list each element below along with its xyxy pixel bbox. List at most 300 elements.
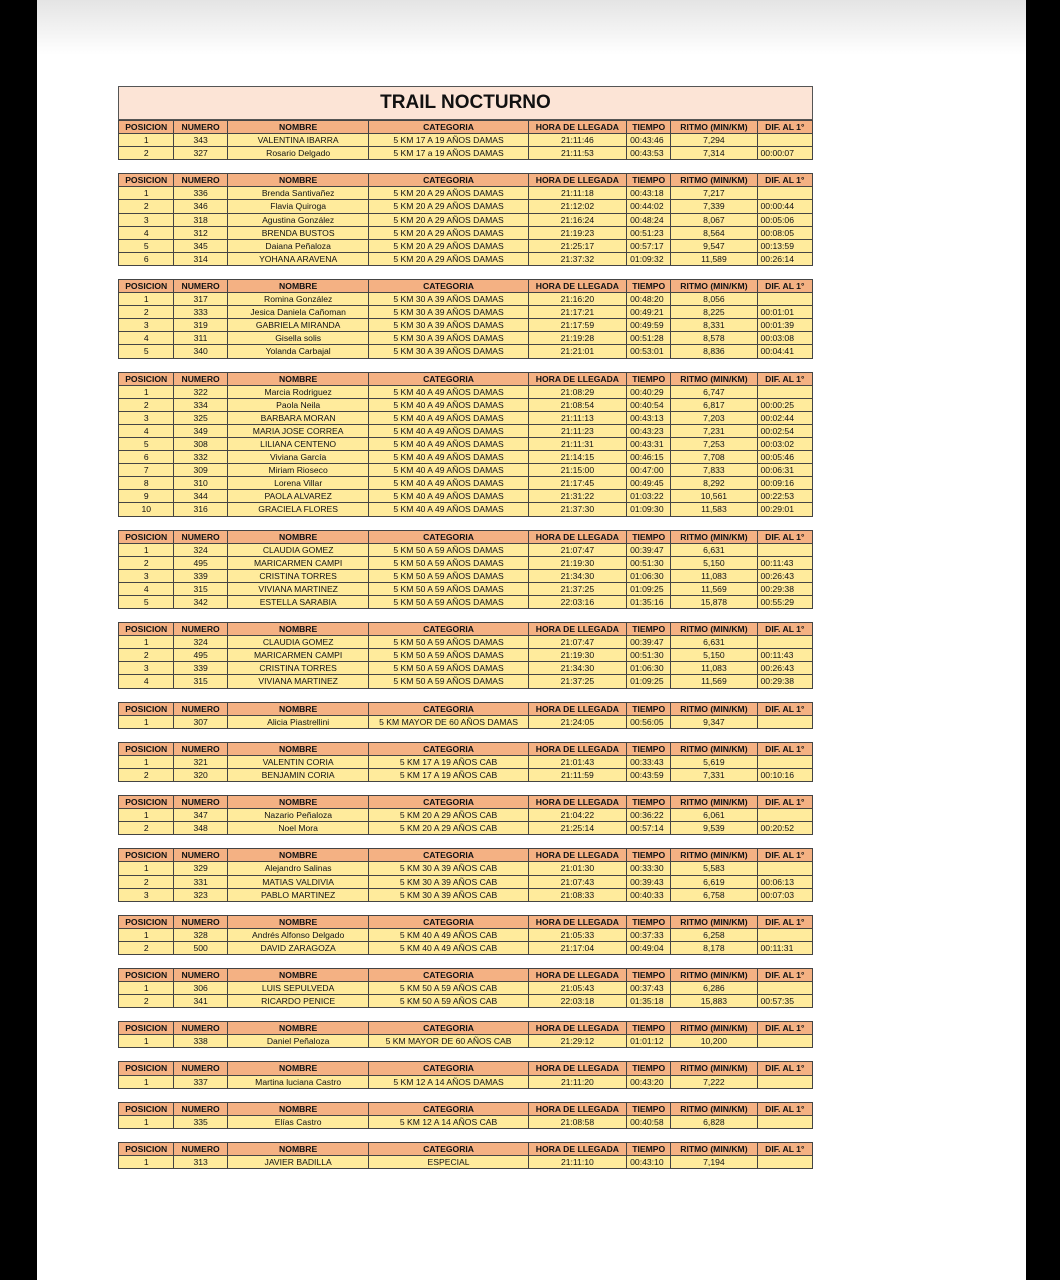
cell-diff: 00:02:44	[757, 411, 812, 424]
header-number: NUMERO	[174, 1102, 227, 1115]
header-diff: DIF. AL 1°	[757, 174, 812, 187]
table-row	[119, 875, 813, 888]
cell-pace: 8,056	[671, 293, 757, 306]
group-spacer	[118, 359, 813, 372]
cell-diff: 00:11:31	[757, 941, 812, 954]
cell-name: CLAUDIA GOMEZ	[227, 543, 369, 556]
cell-time: 00:43:31	[627, 437, 671, 450]
header-time: TIEMPO	[627, 1142, 671, 1155]
cell-category: 5 KM 40 A 49 AÑOS DAMAS	[369, 411, 528, 424]
category-results-table	[118, 1061, 813, 1088]
group-spacer	[118, 609, 813, 622]
cell-number: 347	[174, 809, 227, 822]
cell-category: 5 KM MAYOR DE 60 AÑOS DAMAS	[369, 715, 528, 728]
cell-pace: 7,222	[671, 1075, 757, 1088]
cell-number: 348	[174, 822, 227, 835]
cell-pace: 7,194	[671, 1155, 757, 1168]
cell-category: 5 KM 20 A 29 AÑOS DAMAS	[369, 213, 528, 226]
cell-diff: 00:00:44	[757, 200, 812, 213]
cell-diff: 00:01:01	[757, 306, 812, 319]
header-name: NOMBRE	[227, 702, 369, 715]
sheet-title	[118, 86, 813, 120]
header-category: CATEGORIA	[369, 623, 528, 636]
header-pace: RITMO (MIN/KM)	[671, 1102, 757, 1115]
table-row	[119, 995, 813, 1008]
cell-position: 1	[119, 543, 174, 556]
cell-number: 341	[174, 995, 227, 1008]
header-name: NOMBRE	[227, 1062, 369, 1075]
cell-diff: 00:08:05	[757, 226, 812, 239]
header-position: POSICION	[119, 279, 174, 292]
table-row	[119, 239, 813, 252]
cell-pace: 7,339	[671, 200, 757, 213]
cell-arrival: 21:17:59	[528, 319, 627, 332]
cell-number: 315	[174, 675, 227, 688]
cell-pace: 9,547	[671, 239, 757, 252]
cell-name: BRENDA BUSTOS	[227, 226, 369, 239]
cell-arrival: 21:08:33	[528, 888, 627, 901]
header-arrival: HORA DE LLEGADA	[528, 121, 627, 134]
table-row	[119, 134, 813, 147]
cell-name: Marcia Rodriguez	[227, 385, 369, 398]
cell-position: 2	[119, 306, 174, 319]
cell-diff	[757, 1115, 812, 1128]
cell-category: 5 KM 40 A 49 AÑOS CAB	[369, 941, 528, 954]
table-header-row	[119, 372, 813, 385]
cell-category: 5 KM 40 A 49 AÑOS DAMAS	[369, 503, 528, 516]
header-time: TIEMPO	[627, 915, 671, 928]
table-row	[119, 490, 813, 503]
cell-number: 311	[174, 332, 227, 345]
header-arrival: HORA DE LLEGADA	[528, 530, 627, 543]
cell-pace: 8,564	[671, 226, 757, 239]
cell-diff: 00:09:16	[757, 477, 812, 490]
header-arrival: HORA DE LLEGADA	[528, 1022, 627, 1035]
cell-diff: 00:02:54	[757, 424, 812, 437]
cell-arrival: 21:11:23	[528, 424, 627, 437]
cell-number: 332	[174, 451, 227, 464]
header-pace: RITMO (MIN/KM)	[671, 796, 757, 809]
cell-name: Elías Castro	[227, 1115, 369, 1128]
cell-arrival: 21:01:30	[528, 862, 627, 875]
cell-category: 5 KM 50 A 59 AÑOS DAMAS	[369, 582, 528, 595]
cell-name: VIVIANA MARTINEZ	[227, 675, 369, 688]
header-name: NOMBRE	[227, 742, 369, 755]
cell-pace: 11,083	[671, 662, 757, 675]
cell-arrival: 21:24:05	[528, 715, 627, 728]
header-category: CATEGORIA	[369, 1102, 528, 1115]
header-number: NUMERO	[174, 702, 227, 715]
cell-diff: 00:20:52	[757, 822, 812, 835]
header-time: TIEMPO	[627, 742, 671, 755]
table-row	[119, 213, 813, 226]
cell-time: 00:56:05	[627, 715, 671, 728]
header-position: POSICION	[119, 968, 174, 981]
cell-arrival: 21:37:25	[528, 582, 627, 595]
cell-category: 5 KM 30 A 39 AÑOS CAB	[369, 875, 528, 888]
cell-arrival: 21:34:30	[528, 662, 627, 675]
table-row	[119, 1035, 813, 1048]
cell-number: 321	[174, 755, 227, 768]
cell-pace: 9,347	[671, 715, 757, 728]
cell-name: ESTELLA SARABIA	[227, 596, 369, 609]
header-name: NOMBRE	[227, 279, 369, 292]
cell-name: MARICARMEN CAMPI	[227, 649, 369, 662]
group-spacer	[118, 902, 813, 915]
header-name: NOMBRE	[227, 796, 369, 809]
cell-diff: 00:29:01	[757, 503, 812, 516]
cell-diff: 00:00:25	[757, 398, 812, 411]
cell-pace: 7,294	[671, 134, 757, 147]
table-row	[119, 345, 813, 358]
header-name: NOMBRE	[227, 121, 369, 134]
table-row	[119, 582, 813, 595]
header-pace: RITMO (MIN/KM)	[671, 742, 757, 755]
table-row	[119, 411, 813, 424]
header-category: CATEGORIA	[369, 915, 528, 928]
header-number: NUMERO	[174, 174, 227, 187]
cell-number: 349	[174, 424, 227, 437]
cell-name: Noel Mora	[227, 822, 369, 835]
group-spacer	[118, 266, 813, 279]
cell-name: GABRIELA MIRANDA	[227, 319, 369, 332]
category-results-table	[118, 622, 813, 688]
cell-position: 1	[119, 187, 174, 200]
cell-position: 1	[119, 1035, 174, 1048]
table-row	[119, 252, 813, 265]
header-time: TIEMPO	[627, 279, 671, 292]
cell-arrival: 21:11:46	[528, 134, 627, 147]
header-diff: DIF. AL 1°	[757, 968, 812, 981]
cell-name: PAOLA ALVAREZ	[227, 490, 369, 503]
cell-arrival: 21:08:58	[528, 1115, 627, 1128]
cell-pace: 6,828	[671, 1115, 757, 1128]
cell-number: 327	[174, 147, 227, 160]
cell-pace: 6,747	[671, 385, 757, 398]
header-time: TIEMPO	[627, 702, 671, 715]
cell-pace: 7,217	[671, 187, 757, 200]
cell-pace: 5,150	[671, 649, 757, 662]
cell-pace: 11,569	[671, 675, 757, 688]
cell-number: 324	[174, 543, 227, 556]
cell-number: 334	[174, 398, 227, 411]
cell-arrival: 21:11:18	[528, 187, 627, 200]
cell-diff: 00:22:53	[757, 490, 812, 503]
table-row	[119, 319, 813, 332]
cell-category: 5 KM 40 A 49 AÑOS DAMAS	[369, 437, 528, 450]
cell-time: 00:39:47	[627, 543, 671, 556]
table-row	[119, 675, 813, 688]
table-row	[119, 147, 813, 160]
cell-number: 306	[174, 982, 227, 995]
cell-category: 5 KM 12 A 14 AÑOS CAB	[369, 1115, 528, 1128]
cell-time: 00:40:33	[627, 888, 671, 901]
header-position: POSICION	[119, 372, 174, 385]
table-row	[119, 385, 813, 398]
cell-position: 3	[119, 319, 174, 332]
table-header-row	[119, 623, 813, 636]
cell-time: 00:43:59	[627, 768, 671, 781]
table-row	[119, 715, 813, 728]
header-category: CATEGORIA	[369, 1142, 528, 1155]
header-arrival: HORA DE LLEGADA	[528, 174, 627, 187]
cell-arrival: 21:14:15	[528, 451, 627, 464]
table-row	[119, 477, 813, 490]
cell-name: Agustina González	[227, 213, 369, 226]
header-time: TIEMPO	[627, 968, 671, 981]
table-row	[119, 1115, 813, 1128]
cell-number: 339	[174, 662, 227, 675]
cell-position: 2	[119, 768, 174, 781]
table-row	[119, 437, 813, 450]
cell-time: 00:43:20	[627, 1075, 671, 1088]
header-name: NOMBRE	[227, 530, 369, 543]
cell-arrival: 21:08:54	[528, 398, 627, 411]
cell-name: VALENTIN CORIA	[227, 755, 369, 768]
header-pace: RITMO (MIN/KM)	[671, 530, 757, 543]
cell-position: 8	[119, 477, 174, 490]
cell-number: 495	[174, 556, 227, 569]
table-row	[119, 424, 813, 437]
cell-name: Martina luciana Castro	[227, 1075, 369, 1088]
header-diff: DIF. AL 1°	[757, 742, 812, 755]
cell-time: 00:43:13	[627, 411, 671, 424]
cell-pace: 8,067	[671, 213, 757, 226]
table-row	[119, 293, 813, 306]
table-header-row	[119, 1142, 813, 1155]
header-number: NUMERO	[174, 530, 227, 543]
cell-diff: 00:10:16	[757, 768, 812, 781]
cell-name: RICARDO PENICE	[227, 995, 369, 1008]
category-results-table	[118, 795, 813, 835]
cell-position: 1	[119, 715, 174, 728]
cell-position: 1	[119, 862, 174, 875]
header-position: POSICION	[119, 796, 174, 809]
header-pace: RITMO (MIN/KM)	[671, 279, 757, 292]
cell-position: 1	[119, 755, 174, 768]
cell-pace: 7,833	[671, 464, 757, 477]
page-shadow	[37, 0, 1026, 55]
header-diff: DIF. AL 1°	[757, 915, 812, 928]
header-arrival: HORA DE LLEGADA	[528, 623, 627, 636]
cell-arrival: 21:17:21	[528, 306, 627, 319]
cell-position: 4	[119, 332, 174, 345]
cell-pace: 7,331	[671, 768, 757, 781]
cell-diff	[757, 1075, 812, 1088]
table-row	[119, 200, 813, 213]
cell-name: MATIAS VALDIVIA	[227, 875, 369, 888]
cell-position: 1	[119, 1115, 174, 1128]
cell-arrival: 22:03:16	[528, 596, 627, 609]
table-header-row	[119, 849, 813, 862]
table-header-row	[119, 530, 813, 543]
cell-number: 308	[174, 437, 227, 450]
header-arrival: HORA DE LLEGADA	[528, 849, 627, 862]
cell-arrival: 21:11:10	[528, 1155, 627, 1168]
header-pace: RITMO (MIN/KM)	[671, 1062, 757, 1075]
table-row	[119, 306, 813, 319]
cell-pace: 8,178	[671, 941, 757, 954]
cell-number: 500	[174, 941, 227, 954]
cell-arrival: 21:15:00	[528, 464, 627, 477]
group-spacer	[118, 517, 813, 530]
cell-diff: 00:11:43	[757, 649, 812, 662]
cell-time: 01:06:30	[627, 569, 671, 582]
cell-number: 333	[174, 306, 227, 319]
header-time: TIEMPO	[627, 849, 671, 862]
cell-pace: 6,061	[671, 809, 757, 822]
cell-arrival: 21:05:43	[528, 982, 627, 995]
cell-arrival: 21:16:24	[528, 213, 627, 226]
category-results-table	[118, 279, 813, 359]
cell-diff: 00:26:14	[757, 252, 812, 265]
header-category: CATEGORIA	[369, 742, 528, 755]
header-category: CATEGORIA	[369, 702, 528, 715]
header-diff: DIF. AL 1°	[757, 1022, 812, 1035]
group-spacer	[118, 1089, 813, 1102]
header-position: POSICION	[119, 742, 174, 755]
table-row	[119, 569, 813, 582]
header-category: CATEGORIA	[369, 1062, 528, 1075]
cell-time: 00:48:24	[627, 213, 671, 226]
cell-time: 00:43:18	[627, 187, 671, 200]
category-results-table	[118, 968, 813, 1008]
cell-time: 00:48:20	[627, 293, 671, 306]
cell-arrival: 21:21:01	[528, 345, 627, 358]
cell-diff	[757, 982, 812, 995]
cell-pace: 10,561	[671, 490, 757, 503]
cell-arrival: 22:03:18	[528, 995, 627, 1008]
cell-category: 5 KM 50 A 59 AÑOS DAMAS	[369, 569, 528, 582]
header-time: TIEMPO	[627, 796, 671, 809]
header-name: NOMBRE	[227, 623, 369, 636]
cell-pace: 7,708	[671, 451, 757, 464]
table-row	[119, 451, 813, 464]
table-header-row	[119, 1022, 813, 1035]
cell-name: MARIA JOSE CORREA	[227, 424, 369, 437]
header-position: POSICION	[119, 174, 174, 187]
cell-category: 5 KM 50 A 59 AÑOS DAMAS	[369, 596, 528, 609]
category-results-table	[118, 372, 813, 517]
cell-diff: 00:55:29	[757, 596, 812, 609]
cell-position: 2	[119, 200, 174, 213]
header-position: POSICION	[119, 702, 174, 715]
cell-diff	[757, 187, 812, 200]
cell-pace: 7,231	[671, 424, 757, 437]
cell-diff: 00:13:59	[757, 239, 812, 252]
cell-position: 1	[119, 636, 174, 649]
cell-position: 2	[119, 875, 174, 888]
table-header-row	[119, 121, 813, 134]
cell-position: 1	[119, 1075, 174, 1088]
table-row	[119, 1155, 813, 1168]
header-name: NOMBRE	[227, 968, 369, 981]
cell-number: 323	[174, 888, 227, 901]
category-results-table	[118, 530, 813, 610]
header-name: NOMBRE	[227, 1102, 369, 1115]
cell-arrival: 21:05:33	[528, 928, 627, 941]
header-category: CATEGORIA	[369, 968, 528, 981]
cell-name: DAVID ZARAGOZA	[227, 941, 369, 954]
header-diff: DIF. AL 1°	[757, 849, 812, 862]
cell-time: 00:51:28	[627, 332, 671, 345]
header-arrival: HORA DE LLEGADA	[528, 1062, 627, 1075]
header-position: POSICION	[119, 530, 174, 543]
cell-position: 5	[119, 345, 174, 358]
group-spacer	[118, 160, 813, 173]
table-header-row	[119, 796, 813, 809]
cell-position: 1	[119, 809, 174, 822]
cell-number: 344	[174, 490, 227, 503]
cell-number: 335	[174, 1115, 227, 1128]
cell-name: Daniel Peñaloza	[227, 1035, 369, 1048]
cell-position: 2	[119, 995, 174, 1008]
cell-time: 00:43:53	[627, 147, 671, 160]
cell-pace: 5,619	[671, 755, 757, 768]
cell-diff: 00:00:07	[757, 147, 812, 160]
cell-arrival: 21:01:43	[528, 755, 627, 768]
header-name: NOMBRE	[227, 915, 369, 928]
cell-category: 5 KM 20 A 29 AÑOS CAB	[369, 822, 528, 835]
cell-time: 00:43:23	[627, 424, 671, 437]
category-results-table	[118, 915, 813, 955]
header-diff: DIF. AL 1°	[757, 1062, 812, 1075]
cell-arrival: 21:07:47	[528, 543, 627, 556]
group-spacer	[118, 1129, 813, 1142]
cell-time: 01:01:12	[627, 1035, 671, 1048]
cell-diff	[757, 1155, 812, 1168]
cell-diff	[757, 385, 812, 398]
cell-number: 314	[174, 252, 227, 265]
cell-number: 310	[174, 477, 227, 490]
cell-arrival: 21:12:02	[528, 200, 627, 213]
cell-name: YOHANA ARAVENA	[227, 252, 369, 265]
header-diff: DIF. AL 1°	[757, 623, 812, 636]
header-diff: DIF. AL 1°	[757, 702, 812, 715]
table-header-row	[119, 1102, 813, 1115]
cell-number: 309	[174, 464, 227, 477]
cell-time: 00:43:46	[627, 134, 671, 147]
header-pace: RITMO (MIN/KM)	[671, 915, 757, 928]
cell-category: 5 KM MAYOR DE 60 AÑOS CAB	[369, 1035, 528, 1048]
cell-time: 00:51:23	[627, 226, 671, 239]
cell-name: Lorena Villar	[227, 477, 369, 490]
cell-pace: 7,253	[671, 437, 757, 450]
header-pace: RITMO (MIN/KM)	[671, 174, 757, 187]
cell-category: 5 KM 30 A 39 AÑOS DAMAS	[369, 293, 528, 306]
header-pace: RITMO (MIN/KM)	[671, 372, 757, 385]
header-diff: DIF. AL 1°	[757, 1142, 812, 1155]
table-header-row	[119, 279, 813, 292]
header-name: NOMBRE	[227, 1142, 369, 1155]
cell-position: 4	[119, 582, 174, 595]
cell-arrival: 21:19:30	[528, 649, 627, 662]
cell-position: 7	[119, 464, 174, 477]
header-diff: DIF. AL 1°	[757, 121, 812, 134]
cell-time: 00:44:02	[627, 200, 671, 213]
header-diff: DIF. AL 1°	[757, 1102, 812, 1115]
cell-number: 331	[174, 875, 227, 888]
cell-name: VALENTINA IBARRA	[227, 134, 369, 147]
cell-name: Alejandro Salinas	[227, 862, 369, 875]
cell-arrival: 21:11:13	[528, 411, 627, 424]
header-category: CATEGORIA	[369, 849, 528, 862]
cell-arrival: 21:04:22	[528, 809, 627, 822]
cell-arrival: 21:25:14	[528, 822, 627, 835]
cell-number: 317	[174, 293, 227, 306]
cell-name: Brenda Santivañez	[227, 187, 369, 200]
table-row	[119, 941, 813, 954]
